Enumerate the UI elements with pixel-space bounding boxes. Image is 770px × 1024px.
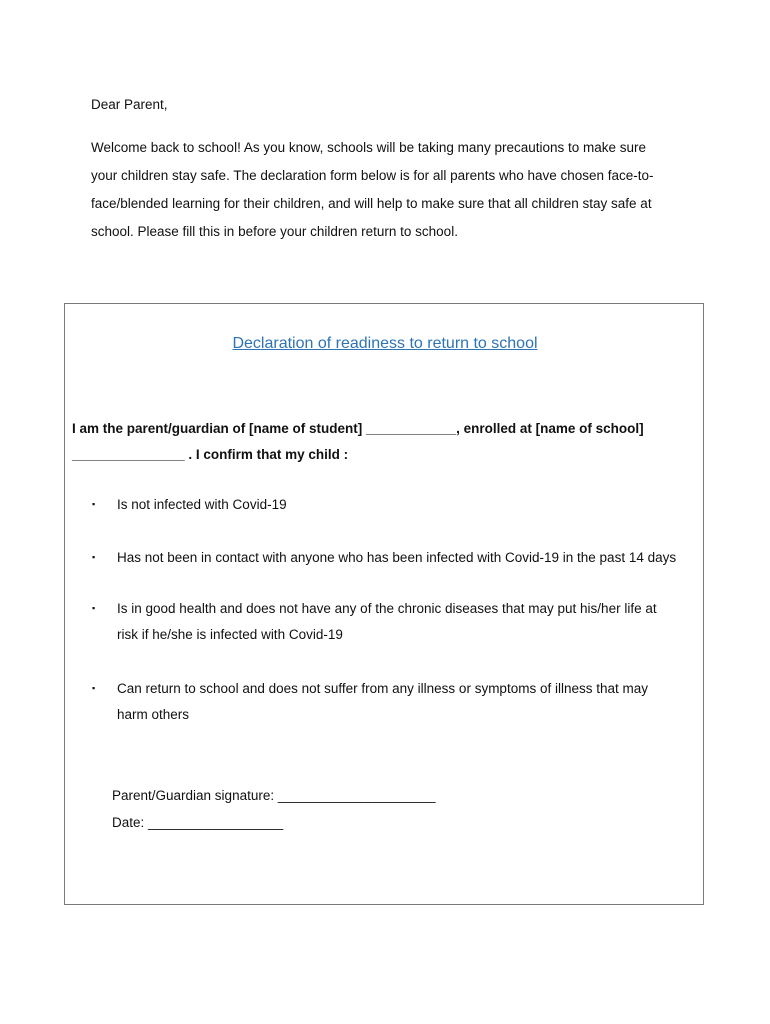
confirmation-item-text [117, 492, 702, 518]
bullet-square-icon: ▪ [92, 499, 96, 509]
letter-intro-paragraph [91, 134, 676, 246]
declaration-title: Declaration of readiness to return to school [232, 335, 538, 352]
confirmation-item-line: Is in good health and does not have any of the chronic diseases that may put his/her life at [117, 601, 657, 616]
intro-line: your children stay safe. The declaration form below is for all parents who have chosen face-to- [91, 168, 654, 183]
confirmation-item-line: risk if he/she is infected with Covid-19 [117, 627, 343, 642]
bullet-square-icon: ▪ [92, 683, 96, 693]
confirmation-item-text [117, 596, 702, 648]
declaration-statement [72, 416, 697, 468]
intro-line: face/blended learning for their children, and will help to make sure that all children stay safe at [91, 196, 652, 211]
intro-line: school. Please fill this in before your children return to school. [91, 224, 458, 239]
statement-line: _______________ . I confirm that my child : [72, 447, 349, 462]
signature-field[interactable]: Parent/Guardian signature: _____________________ [112, 788, 436, 803]
confirmation-item-line: Has not been in contact with anyone who has been infected with Covid-19 in the past 14 days [117, 550, 677, 565]
confirmation-item-text [117, 545, 702, 571]
signature-block [112, 782, 436, 836]
confirmation-item-line: Is not infected with Covid-19 [117, 497, 287, 512]
confirmation-item-line: harm others [117, 707, 190, 722]
bullet-square-icon: ▪ [92, 603, 96, 613]
bullet-square-icon: ▪ [92, 552, 96, 562]
date-field[interactable]: Date: __________________ [112, 815, 284, 830]
confirmation-item-line: Can return to school and does not suffer from any illness or symptoms of illness that may [117, 681, 648, 696]
intro-line: Welcome back to school! As you know, schools will be taking many precautions to make sure [91, 140, 647, 155]
letter-greeting: Dear Parent, [91, 97, 168, 112]
statement-line: I am the parent/guardian of [name of student] ____________, enrolled at [name of school] [72, 421, 644, 436]
confirmation-item-text [117, 676, 702, 728]
